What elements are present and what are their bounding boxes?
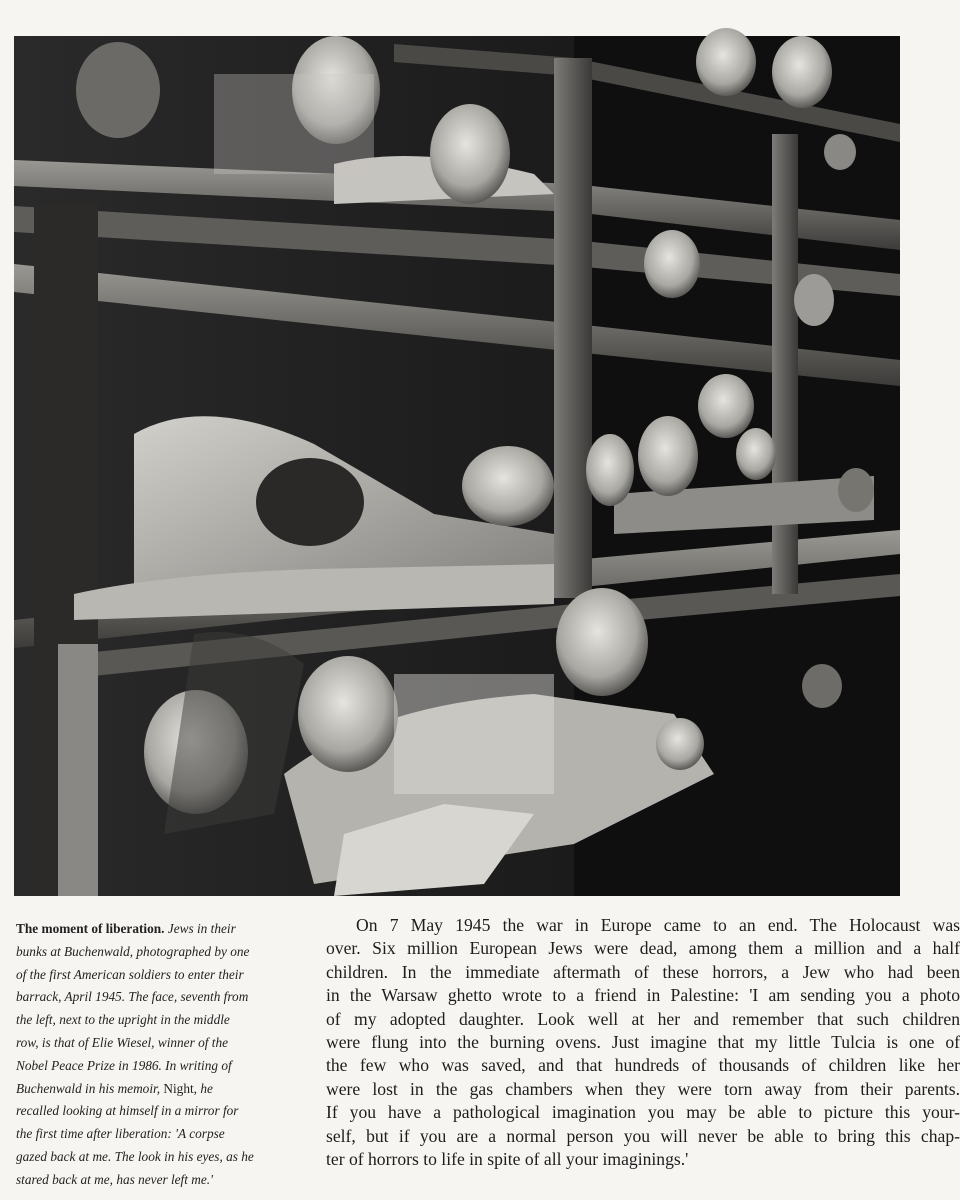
photo-caption xyxy=(16,918,312,1192)
caption-line: the left, next to the upright in the middle xyxy=(16,1012,230,1028)
body-line: of my adopted daughter. Look well at her and remember that such children xyxy=(326,1008,960,1029)
body-line: On 7 May 1945 the war in Europe came to an end. The Holocaust was xyxy=(356,915,960,935)
caption-line xyxy=(16,1078,312,1101)
caption-text: Buchenwald in his memoir, xyxy=(16,1080,161,1096)
body-line: children. In the immediate aftermath of these horrors, a Jew who had been xyxy=(326,961,960,982)
caption-text: he xyxy=(200,1080,213,1096)
book-title: Night, xyxy=(163,1080,197,1096)
caption-line: barrack, April 1945. The face, seventh from xyxy=(16,989,249,1005)
body-line: over. Six million European Jews were dead, among them a million and a half xyxy=(326,938,960,959)
body-line: were flung into the burning ovens. Just imagine that my little Tulcia is one of xyxy=(326,1032,960,1053)
caption-line: the first time after liberation: 'A corpse xyxy=(16,1126,225,1142)
body-line: the few who was saved, and that hundreds of thousands of children like her xyxy=(326,1055,960,1076)
caption-line: bunks at Buchenwald, photographed by one xyxy=(16,943,250,959)
caption-line: Nobel Peace Prize in 1986. In writing of xyxy=(16,1057,232,1073)
body-line: ter of horrors to life in spite of all your imaginings.' xyxy=(326,1149,689,1170)
body-line: If you have a pathological imagination you may be able to picture this your- xyxy=(326,1102,960,1123)
caption-line: of the first American soldiers to enter their xyxy=(16,966,244,982)
caption-line: gazed back at me. The look in his eyes, as he xyxy=(16,1148,254,1164)
caption-text: Jews in their xyxy=(167,921,236,936)
buchenwald-bunks-photo xyxy=(14,14,900,896)
caption-line: row, is that of Elie Wiesel, winner of the xyxy=(16,1034,228,1050)
caption-lead: The moment of liberation. xyxy=(16,921,165,936)
caption-line: recalled looking at himself in a mirror for xyxy=(16,1103,239,1119)
body-text xyxy=(326,914,960,1171)
body-line: were lost in the gas chambers when they were torn away from their parents. xyxy=(326,1078,960,1099)
caption-line: stared back at me, has never left me.' xyxy=(16,1171,213,1187)
body-line: self, but if you are a normal person you will never be able to bring this chap- xyxy=(326,1125,960,1146)
caption-line xyxy=(16,918,312,941)
body-line: in the Warsaw ghetto wrote to a friend in Palestine: 'I am sending you a photo xyxy=(326,985,960,1006)
